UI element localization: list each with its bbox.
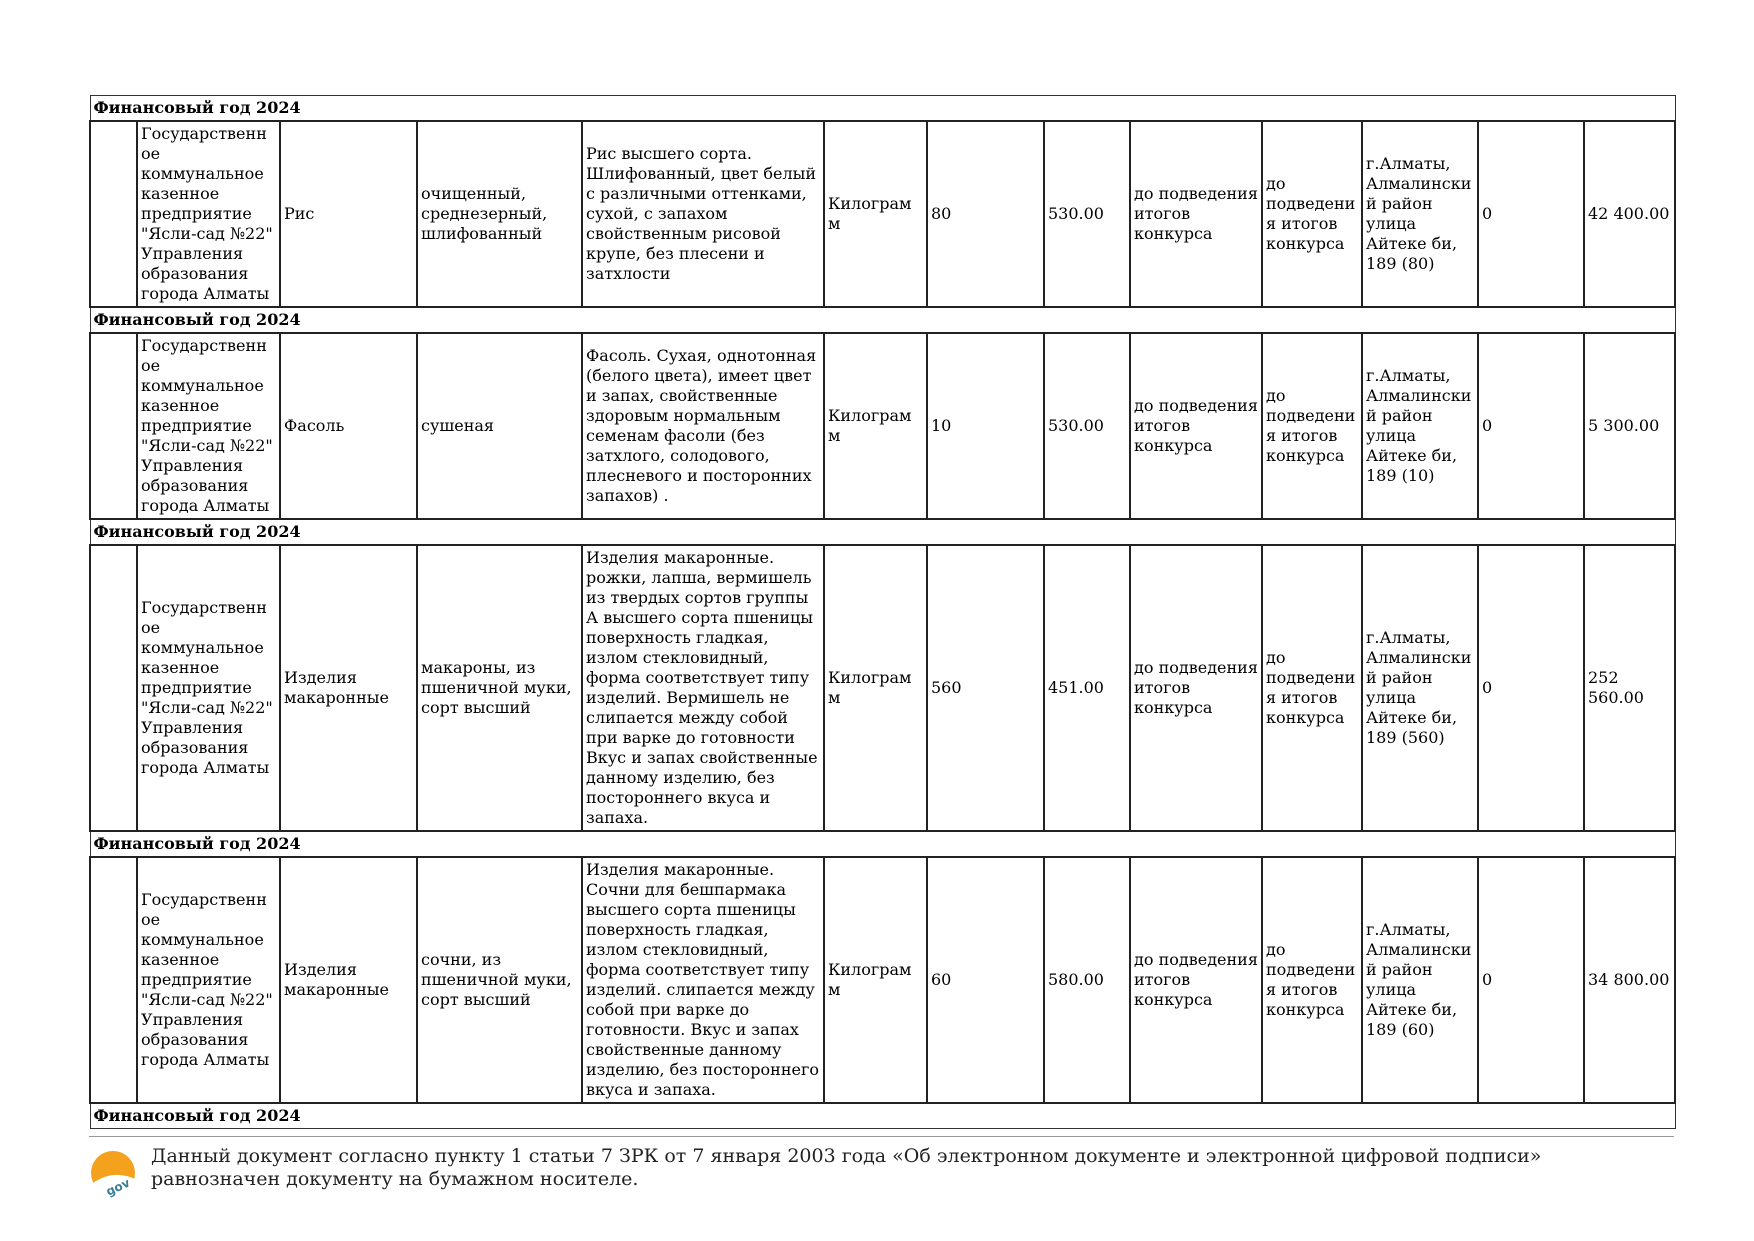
cell-characteristics: макароны, из пшеничной муки, сорт высший: [417, 545, 582, 831]
cell-price: 451.00: [1044, 545, 1130, 831]
cell-quantity: 80: [927, 121, 1044, 307]
cell-price: 530.00: [1044, 333, 1130, 519]
cell-quantity: 560: [927, 545, 1044, 831]
cell-delivery-period: до подведения итогов конкурса: [1262, 333, 1362, 519]
egov-sun-logo-icon: [89, 1149, 139, 1199]
cell-characteristics: сочни, из пшеничной муки, сорт высший: [417, 857, 582, 1103]
cell-advance: 0: [1478, 857, 1584, 1103]
cell-unit: Килограмм: [824, 333, 927, 519]
cell-description: Фасоль. Сухая, однотонная (белого цвета), имеет цвет и запах, свойственные здоровым нормальным семенам фасоли (без затхлого, солодового, плесневого и посторонних запахов) .: [582, 333, 824, 519]
svg-text:gov: gov: [103, 1175, 133, 1199]
cell-total: 34 800.00: [1584, 857, 1675, 1103]
procurement-table-container: [89, 95, 1674, 1129]
fiscal-year-label: Финансовый год 2024: [90, 1103, 1675, 1129]
cell-quantity: 60: [927, 857, 1044, 1103]
cell-delivery-term: до подведения итогов конкурса: [1130, 545, 1262, 831]
cell-number: [90, 857, 137, 1103]
fiscal-year-row: [90, 307, 1675, 333]
cell-characteristics: сушеная: [417, 333, 582, 519]
cell-unit: Килограмм: [824, 857, 927, 1103]
cell-delivery-term: до подведения итогов конкурса: [1130, 333, 1262, 519]
cell-customer: Государственное коммунальное казенное предприятие "Ясли-сад №22" Управления образования города Алматы: [137, 857, 280, 1103]
fiscal-year-row: [90, 519, 1675, 545]
procurement-table: [89, 95, 1676, 1129]
cell-delivery-period: до подведения итогов конкурса: [1262, 545, 1362, 831]
cell-delivery-period: до подведения итогов конкурса: [1262, 857, 1362, 1103]
footer-legal-text: Данный документ согласно пункту 1 статьи 7 ЗРК от 7 января 2003 года «Об электронном документе и электронной цифровой подписи» равнозначен документу на бумажном носителе.: [151, 1145, 1542, 1190]
cell-total: 5 300.00: [1584, 333, 1675, 519]
cell-delivery-period: до подведения итогов конкурса: [1262, 121, 1362, 307]
document-footer: [89, 1136, 1674, 1199]
cell-customer: Государственное коммунальное казенное предприятие "Ясли-сад №22" Управления образования города Алматы: [137, 545, 280, 831]
fiscal-year-label: Финансовый год 2024: [90, 96, 1675, 122]
table-row: [90, 545, 1675, 831]
cell-item-name: Изделия макаронные: [280, 857, 417, 1103]
cell-customer: Государственное коммунальное казенное предприятие "Ясли-сад №22" Управления образования города Алматы: [137, 121, 280, 307]
cell-description: Рис высшего сорта. Шлифованный, цвет белый с различными оттенками, сухой, с запахом свойственным рисовой крупе, без плесени и затхлости: [582, 121, 824, 307]
cell-advance: 0: [1478, 545, 1584, 831]
table-row: [90, 333, 1675, 519]
cell-item-name: Фасоль: [280, 333, 417, 519]
cell-delivery-place: г.Алматы, Алмалинский район улица Айтеке би, 189 (10): [1362, 333, 1478, 519]
cell-price: 530.00: [1044, 121, 1130, 307]
cell-customer: Государственное коммунальное казенное предприятие "Ясли-сад №22" Управления образования города Алматы: [137, 333, 280, 519]
table-row: [90, 857, 1675, 1103]
fiscal-year-label: Финансовый год 2024: [90, 307, 1675, 333]
table-row: [90, 121, 1675, 307]
cell-description: Изделия макаронные. рожки, лапша, вермишель из твердых сортов группы А высшего сорта пшеницы поверхность гладкая, излом стекловидный, форма соответствует типу изделий. Вермишель не слипается между собой при варке до готовности Вкус и запах свойственные данному изделию, без постороннего вкуса и запаха.: [582, 545, 824, 831]
cell-number: [90, 121, 137, 307]
cell-number: [90, 545, 137, 831]
fiscal-year-row: [90, 96, 1675, 122]
cell-advance: 0: [1478, 121, 1584, 307]
cell-delivery-term: до подведения итогов конкурса: [1130, 121, 1262, 307]
cell-delivery-place: г.Алматы, Алмалинский район улица Айтеке би, 189 (60): [1362, 857, 1478, 1103]
cell-description: Изделия макаронные. Сочни для бешпармака высшего сорта пшеницы поверхность гладкая, излом стекловидный, форма соответствует типу изделий. слипается между собой при варке до готовности. Вкус и запах свойственные данному изделию, без постороннего вкуса и запаха.: [582, 857, 824, 1103]
cell-unit: Килограмм: [824, 121, 927, 307]
cell-price: 580.00: [1044, 857, 1130, 1103]
cell-quantity: 10: [927, 333, 1044, 519]
cell-delivery-place: г.Алматы, Алмалинский район улица Айтеке би, 189 (80): [1362, 121, 1478, 307]
cell-number: [90, 333, 137, 519]
fiscal-year-row: [90, 831, 1675, 857]
cell-advance: 0: [1478, 333, 1584, 519]
cell-delivery-term: до подведения итогов конкурса: [1130, 857, 1262, 1103]
cell-total: 42 400.00: [1584, 121, 1675, 307]
cell-delivery-place: г.Алматы, Алмалинский район улица Айтеке би, 189 (560): [1362, 545, 1478, 831]
cell-item-name: Изделия макаронные: [280, 545, 417, 831]
table-body: [90, 96, 1675, 1129]
cell-characteristics: очищенный, среднезерный, шлифованный: [417, 121, 582, 307]
cell-item-name: Рис: [280, 121, 417, 307]
fiscal-year-row: [90, 1103, 1675, 1129]
fiscal-year-label: Финансовый год 2024: [90, 519, 1675, 545]
cell-total: 252 560.00: [1584, 545, 1675, 831]
fiscal-year-label: Финансовый год 2024: [90, 831, 1675, 857]
cell-unit: Килограмм: [824, 545, 927, 831]
